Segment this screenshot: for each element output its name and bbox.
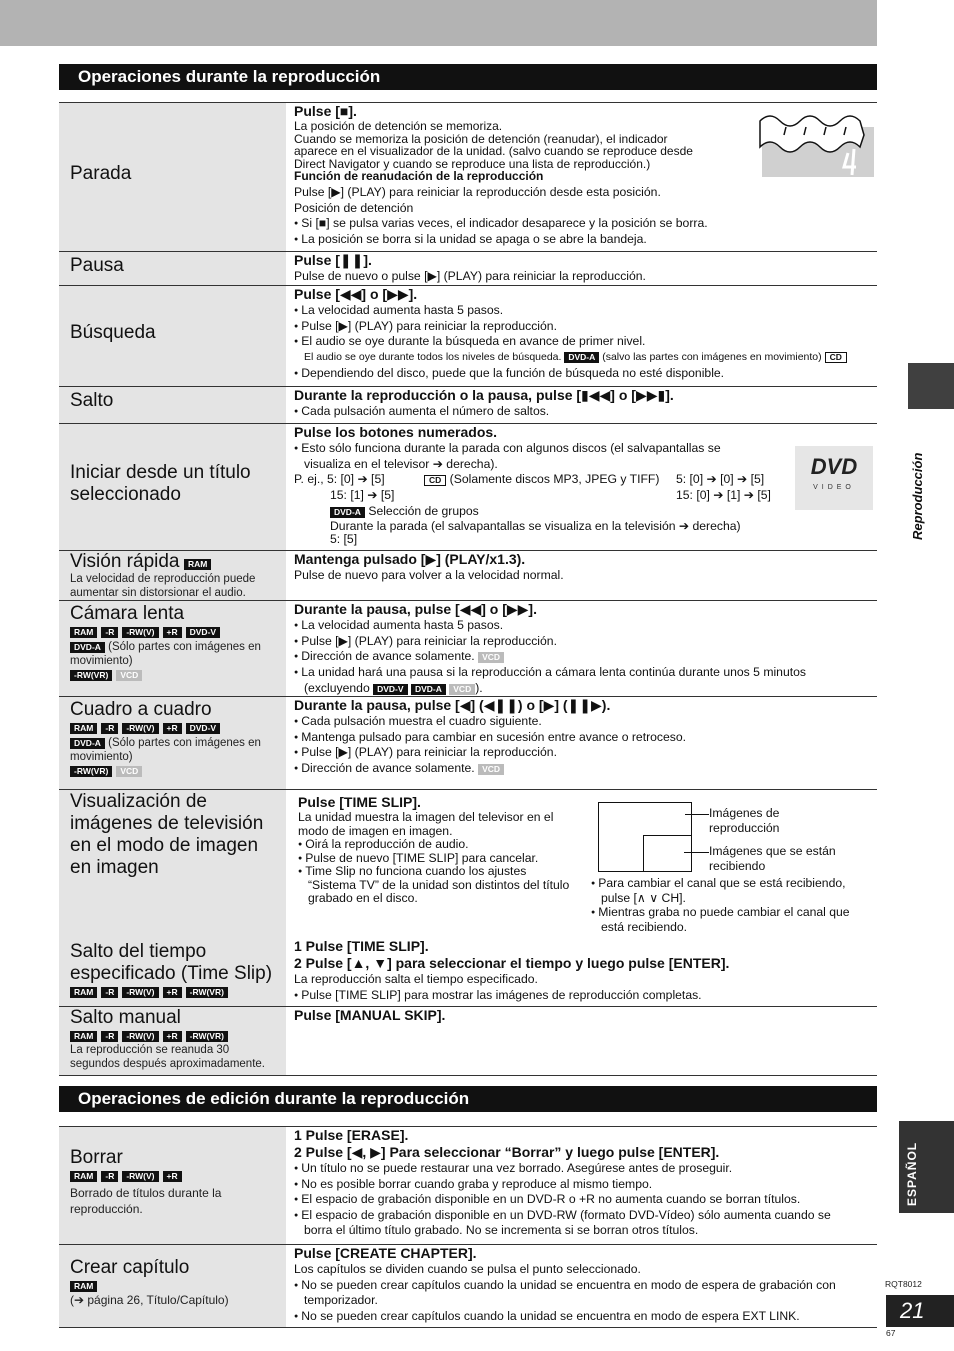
- vision-text: Pulse de nuevo para volver a la velocidad normal.: [294, 568, 564, 582]
- parada-text: Pulse [▶] (PLAY) para reiniciar la reproducción desde esta posición.: [294, 184, 661, 199]
- rwv-badge: -RW(V): [122, 987, 158, 998]
- ram-badge: RAM: [70, 627, 97, 638]
- parada-bullet: ● Si [■] se pulsa varias veces, el indicador desaparece y la posición se borra.: [294, 216, 873, 232]
- pip-title: Visualización de imágenes de televisión en el modo de imagen en imagen: [70, 791, 264, 878]
- busqueda-bullet: ● La velocidad aumenta hasta 5 pasos.: [294, 303, 873, 319]
- plusr-badge: +R: [163, 723, 182, 734]
- manual-title: Salto manual: [70, 1007, 181, 1028]
- iniciar-text: Durante la parada (el salvapantallas se visualiza en la televisión ➔ derecha): [330, 519, 741, 534]
- r-badge: -R: [101, 987, 118, 998]
- salto-instruction: Durante la reproducción o la pausa, pulse [▮◀◀] o [▶▶▮].: [294, 387, 674, 403]
- row-pausa: [59, 251, 877, 285]
- vcd-badge: VCD: [478, 764, 504, 775]
- r-badge: -R: [101, 1031, 118, 1042]
- dvdv-badge: DVD-V: [373, 684, 407, 695]
- pip-text: La unidad muestra la imagen del televisor en el modo de imagen en imagen.: [298, 810, 554, 838]
- cuadro-bullet-text: Dirección de avance solamente.: [301, 761, 475, 776]
- pip-instruction: Pulse [TIME SLIP].: [298, 794, 421, 810]
- busqueda-title: Búsqueda: [70, 322, 156, 343]
- manual-note: La reproducción se reanuda 30 segundos después aproximadamente.: [70, 1044, 265, 1070]
- page-number: 21: [886, 1295, 954, 1327]
- pausa-instruction: Pulse [❚❚].: [294, 252, 372, 268]
- borrar-text: borra el último título grabado. No se incrementa si se borran otros títulos.: [304, 1222, 699, 1237]
- borrar-step1: 1 Pulse [ERASE].: [294, 1127, 409, 1143]
- plusr-badge: +R: [163, 1171, 182, 1182]
- cuadro-title: Cuadro a cuadro: [70, 699, 212, 720]
- timeslip-step1: 1 Pulse [TIME SLIP].: [294, 938, 429, 954]
- capitulo-text: Los capítulos se dividen cuando se pulsa el punto seleccionado.: [294, 1262, 641, 1276]
- pip-bullet: ● Mientras graba no puede cambiar el canal que está recibiendo.: [591, 905, 871, 934]
- cd-badge: CD: [825, 352, 847, 363]
- timeslip-step2: 2 Pulse [▲, ▼] para seleccionar el tiempo y luego pulse [ENTER].: [294, 955, 730, 971]
- manual-instruction: Pulse [MANUAL SKIP].: [294, 1007, 446, 1023]
- busqueda-note: (salvo las partes con imágenes en movimiento): [602, 351, 822, 364]
- pip-label-receiving: Imágenes que se están recibiendo: [709, 844, 836, 873]
- dvda-badge: DVD-A: [70, 642, 105, 653]
- borrar-bullet: ● No es posible borrar cuando graba y reproduce al mismo tiempo.: [294, 1177, 873, 1193]
- camara-text: ).: [475, 680, 483, 695]
- capitulo-instruction: Pulse [CREATE CHAPTER].: [294, 1245, 477, 1261]
- pip-bullet: ● Time Slip no funciona cuando los ajustes “Sistema TV” de la unidad son distintos del título grabado en el disco.: [298, 865, 574, 906]
- side-tab-marker: [908, 363, 954, 409]
- parada-text: aparece en el visualizador de la unidad. (salvo cuando se reproduce desde: [294, 144, 693, 159]
- rwvr-badge: -RW(VR): [70, 766, 112, 777]
- dvdv-badge: DVD-V: [186, 627, 220, 638]
- busqueda-instruction: Pulse [◀◀] o [▶▶].: [294, 286, 418, 302]
- salto-title: Salto: [70, 390, 114, 411]
- iniciar-example: 5: [0] ➔ [0] ➔ [5]: [676, 472, 765, 487]
- vcd-badge: VCD: [116, 766, 142, 777]
- section-title-playback: Operaciones durante la reproducción: [59, 64, 877, 90]
- r-badge: -R: [101, 627, 118, 638]
- borrar-note: Borrado de títulos durante la reproducción.: [70, 1186, 222, 1216]
- dvda-badge: DVD-A: [330, 507, 365, 518]
- pip-leader-line: [685, 814, 709, 815]
- pip-bullet: ● Oirá la reproducción de audio.: [298, 838, 574, 852]
- ram-badge: RAM: [70, 987, 97, 998]
- busqueda-bullet: ● Pulse [▶] (PLAY) para reiniciar la reproducción.: [294, 319, 873, 335]
- row-vision: [59, 550, 877, 600]
- row-capitulo: [59, 1244, 877, 1328]
- iniciar-example: (Solamente discos MP3, JPEG y TIFF): [449, 472, 660, 487]
- dvd-video-logo: [795, 446, 873, 510]
- vcd-badge: VCD: [478, 652, 504, 663]
- language-tab-label: ESPAÑOL: [905, 1141, 919, 1206]
- cuadro-bullet: ● Mantenga pulsado para cambiar en sucesión entre avance o retroceso.: [294, 730, 873, 746]
- borrar-bullet: ● El espacio de grabación disponible en un DVD-RW (formato DVD-Vídeo) sólo aumenta cuando se: [294, 1208, 873, 1224]
- dvda-badge: DVD-A: [564, 352, 599, 363]
- busqueda-bullet: ● El audio se oye durante la búsqueda en avance de primer nivel.: [294, 334, 873, 350]
- cuadro-instruction: Durante la pausa, pulse [◀] (◀❚❚) o [▶] (❚❚▶).: [294, 697, 611, 713]
- pip-bullet: ● Pulse de nuevo [TIME SLIP] para cancelar.: [298, 852, 574, 866]
- row-iniciar: [59, 423, 877, 550]
- row-salto: [59, 386, 877, 423]
- vcd-badge: VCD: [449, 684, 475, 695]
- camara-note: (Sólo partes con imágenes en movimiento): [70, 641, 261, 667]
- iniciar-example: P. ej., 5: [0] ➔ [5]: [294, 472, 385, 487]
- iniciar-text: Selección de grupos: [368, 504, 479, 519]
- camara-bullet: ● La velocidad aumenta hasta 5 pasos.: [294, 618, 873, 634]
- iniciar-title: Iniciar desde un título: [70, 462, 251, 483]
- capitulo-bullet: ● No se pueden crear capítulos cuando la unidad se encuentra en modo de espera de grabación con: [294, 1278, 873, 1294]
- row-parada: [59, 102, 877, 251]
- busqueda-bullet: ● Dependiendo del disco, puede que la función de búsqueda no esté disponible.: [294, 366, 873, 382]
- borrar-step2: 2 Pulse [◀, ▶] Para seleccionar “Borrar” y luego pulse [ENTER].: [294, 1144, 720, 1160]
- plusr-badge: +R: [163, 987, 182, 998]
- parada-text: La posición de detención se memoriza.: [294, 119, 503, 133]
- dvdv-badge: DVD-V: [186, 723, 220, 734]
- cuadro-bullet: ● Pulse [▶] (PLAY) para reiniciar la reproducción.: [294, 745, 873, 761]
- dvda-badge: DVD-A: [70, 738, 105, 749]
- dvd-logo-subtext: VIDEO: [813, 484, 855, 491]
- borrar-bullet: ● Un título no se puede restaurar una vez borrado. Asegúrese antes de proseguir.: [294, 1161, 873, 1177]
- ram-badge: RAM: [70, 1171, 97, 1182]
- cuadro-bullet: ● Cada pulsación muestra el cuadro siguiente.: [294, 714, 873, 730]
- camara-bullet: ● Pulse [▶] (PLAY) para reiniciar la reproducción.: [294, 634, 873, 650]
- capitulo-title: Crear capítulo: [70, 1257, 190, 1278]
- ram-badge: RAM: [70, 723, 97, 734]
- capitulo-note: (➔ página 26, Título/Capítulo): [70, 1293, 229, 1307]
- dvd-logo-text: DVD: [810, 454, 858, 479]
- camara-bullet-text: Dirección de avance solamente.: [301, 649, 475, 664]
- rwv-badge: -RW(V): [122, 627, 158, 638]
- vision-note: La velocidad de reproducción puede aumentar sin distorsionar el audio.: [70, 573, 256, 599]
- parada-text: Direct Navigator y cuando se reproduce una lista de reproducción.): [294, 156, 651, 171]
- iniciar-title: seleccionado: [70, 484, 181, 505]
- capitulo-text: temporizador.: [304, 1293, 378, 1308]
- vision-instruction: Mantenga pulsado [▶] (PLAY/x1.3).: [294, 551, 526, 567]
- camara-text: (excluyendo: [304, 680, 370, 695]
- capitulo-bullet: ● No se pueden crear capítulos cuando la unidad se encuentra en modo de espera EXT LINK.: [294, 1309, 873, 1325]
- row-cuadro: [59, 696, 877, 789]
- rwv-badge: -RW(V): [122, 723, 158, 734]
- iniciar-instruction: Pulse los botones numerados.: [294, 424, 498, 440]
- pausa-title: Pausa: [70, 255, 124, 276]
- timeslip-text: La reproducción salta el tiempo especificado.: [294, 972, 538, 986]
- rwv-badge: -RW(V): [122, 1031, 158, 1042]
- row-manual: [59, 1006, 877, 1076]
- parada-text: Posición de detención: [294, 200, 414, 215]
- vision-title: Visión rápida: [70, 551, 180, 572]
- camara-bullet: ● La unidad hará una pausa si la reproducción a cámara lenta continúa durante unos 5 minutos: [294, 665, 873, 681]
- pip-diagram-main-screen: [598, 802, 692, 872]
- pausa-text: Pulse de nuevo o pulse [▶] (PLAY) para reiniciar la reproducción.: [294, 269, 646, 283]
- page-number-small: 67: [886, 1328, 896, 1338]
- cd-badge: CD: [424, 475, 446, 486]
- iniciar-example: 15: [1] ➔ [5]: [330, 488, 395, 503]
- plusr-badge: +R: [163, 627, 182, 638]
- header-bar: [0, 0, 877, 46]
- rwvr-badge: -RW(VR): [70, 670, 112, 681]
- parada-text: Cuando se memoriza la posición de detención (reanudar), el indicador: [294, 131, 668, 146]
- pip-bullet: ● Para cambiar el canal que se está recibiendo, pulse [∧ ∨ CH].: [591, 876, 871, 905]
- ram-badge: RAM: [70, 1281, 97, 1292]
- pip-label-playback: Imágenes de reproducción: [709, 806, 780, 835]
- busqueda-note: El audio se oye durante todos los niveles de búsqueda.: [304, 351, 562, 364]
- plusr-badge: +R: [163, 1031, 182, 1042]
- timeslip-bullet: ● Pulse [TIME SLIP] para mostrar las imágenes de reproducción completas.: [294, 988, 729, 1004]
- iniciar-example: 15: [0] ➔ [1] ➔ [5]: [676, 488, 771, 503]
- cuadro-note: (Sólo partes con imágenes en movimiento): [70, 737, 261, 763]
- resume-indicator-display: [756, 107, 874, 177]
- ram-badge: RAM: [184, 559, 211, 570]
- iniciar-text: 5: [5]: [330, 532, 358, 547]
- section-title-editing: Operaciones de edición durante la reproducción: [59, 1086, 877, 1112]
- camara-instruction: Durante la pausa, pulse [◀◀] o [▶▶].: [294, 601, 537, 617]
- row-timeslip: [59, 789, 877, 1006]
- r-badge: -R: [101, 723, 118, 734]
- row-borrar: [59, 1126, 877, 1244]
- row-camara: [59, 600, 877, 696]
- parada-subheading: Función de reanudación de la reproducción: [294, 169, 544, 184]
- ram-badge: RAM: [70, 1031, 97, 1042]
- doc-code: RQT8012: [885, 1279, 922, 1289]
- borrar-title: Borrar: [70, 1147, 123, 1168]
- rwvr-badge: -RW(VR): [186, 987, 228, 998]
- vcd-badge: VCD: [116, 670, 142, 681]
- parada-title: Parada: [70, 163, 132, 184]
- rwvr-badge: -RW(VR): [186, 1031, 228, 1042]
- iniciar-bullet: ● Esto sólo funciona durante la parada con algunos discos (el salvapantallas se: [294, 441, 873, 457]
- timeslip-title: Salto del tiempo especificado (Time Slip): [70, 941, 273, 984]
- borrar-bullet: ● El espacio de grabación disponible en un DVD-R o +R no aumenta cuando se borran títulos.: [294, 1192, 873, 1208]
- camara-title: Cámara lenta: [70, 603, 185, 624]
- parada-bullet: ● La posición se borra si la unidad se apaga o se abre la bandeja.: [294, 232, 873, 248]
- rwv-badge: -RW(V): [122, 1171, 158, 1182]
- salto-bullet: ● Cada pulsación aumenta el número de saltos.: [294, 404, 873, 420]
- dvda-badge: DVD-A: [411, 684, 446, 695]
- r-badge: -R: [101, 1171, 118, 1182]
- side-tab-label: Reproducción: [910, 452, 925, 540]
- parada-instruction: Pulse [■].: [294, 103, 357, 119]
- iniciar-text: visualiza en el televisor ➔ derecha).: [304, 456, 498, 471]
- pip-diagram-sub-screen: [643, 835, 691, 871]
- pip-leader-line: [684, 852, 709, 853]
- row-busqueda: [59, 285, 877, 386]
